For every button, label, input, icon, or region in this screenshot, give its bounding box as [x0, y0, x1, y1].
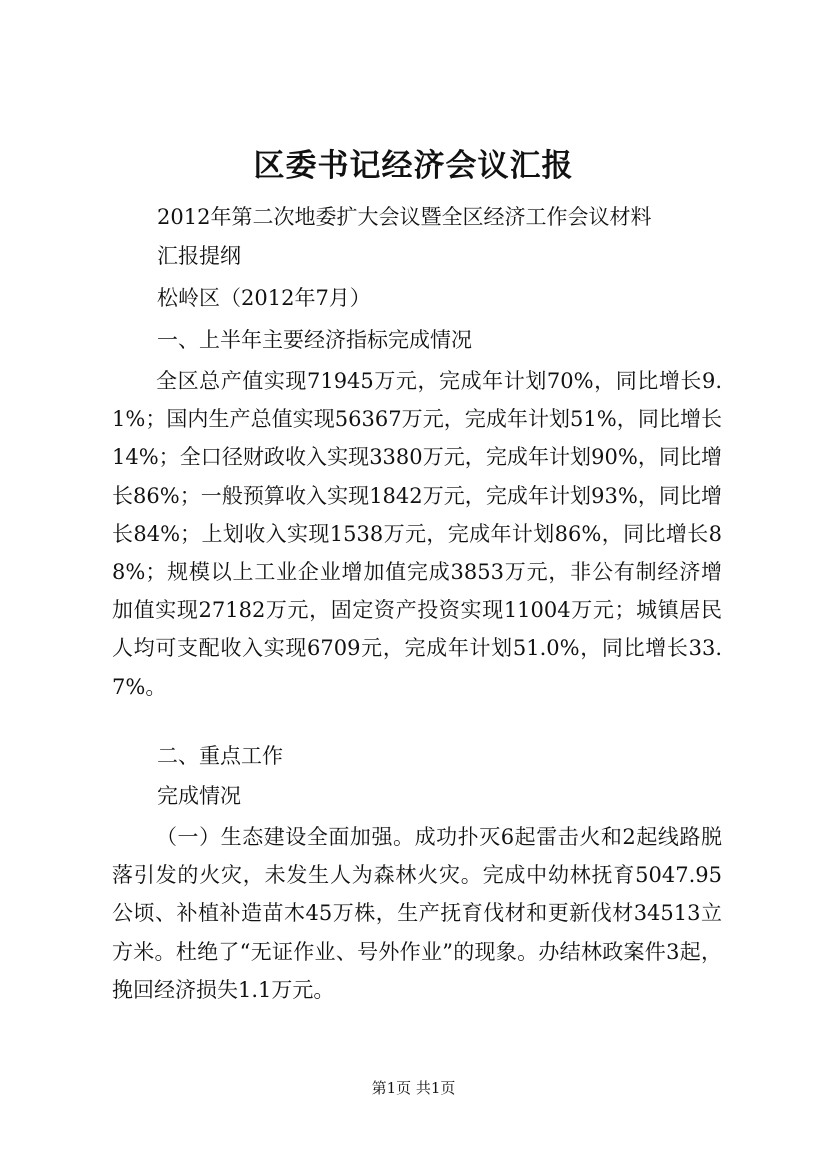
document-subtitle: 2012年第二次地委扩大会议暨全区经济工作会议材料: [157, 205, 652, 229]
page-footer: 第1页 共1页: [371, 1079, 456, 1097]
section1-heading: 一、上半年主要经济指标完成情况: [157, 328, 472, 352]
outline-label: 汇报提纲: [157, 244, 241, 268]
section2-heading: 二、重点工作: [157, 744, 283, 768]
section2-subheading: 完成情况: [157, 784, 241, 808]
section2-body: （一）生态建设全面加强。成功扑灭6起雷击火和2起线路脱落引发的火灾，未发生人为森林火灾。完成中幼林抚育5047.95公顷、补植补造苗木45万株，生产抚育伐材和更新伐材34513立方米。杜绝了“无证作业、号外作业”的现象。办结林政案件3起，挽回经济损失1.1万元。: [112, 825, 722, 1002]
document-title: 区委书记经济会议汇报: [253, 148, 574, 184]
section1-body: 全区总产值实现71945万元，完成年计划70%，同比增长9.1%；国内生产总值实现56367万元，完成年计划51%，同比增长14%；全口径财政收入实现3380万元，完成年计划90%，同比增长86%；一般预算收入实现1842万元，完成年计划93%，同比增长84%；上划收入实现1538万元，完成年计划86%，同比增长88%；规模以上工业企业增加值完成3853万元，非公有制经济增加值实现27182万元，固定资产投资实现11004万元；城镇居民人均可支配收入实现6709元，完成年计划51.0%，同比增长33.7%。: [112, 369, 722, 699]
district-date: 松岭区（2012年7月）: [157, 286, 371, 310]
